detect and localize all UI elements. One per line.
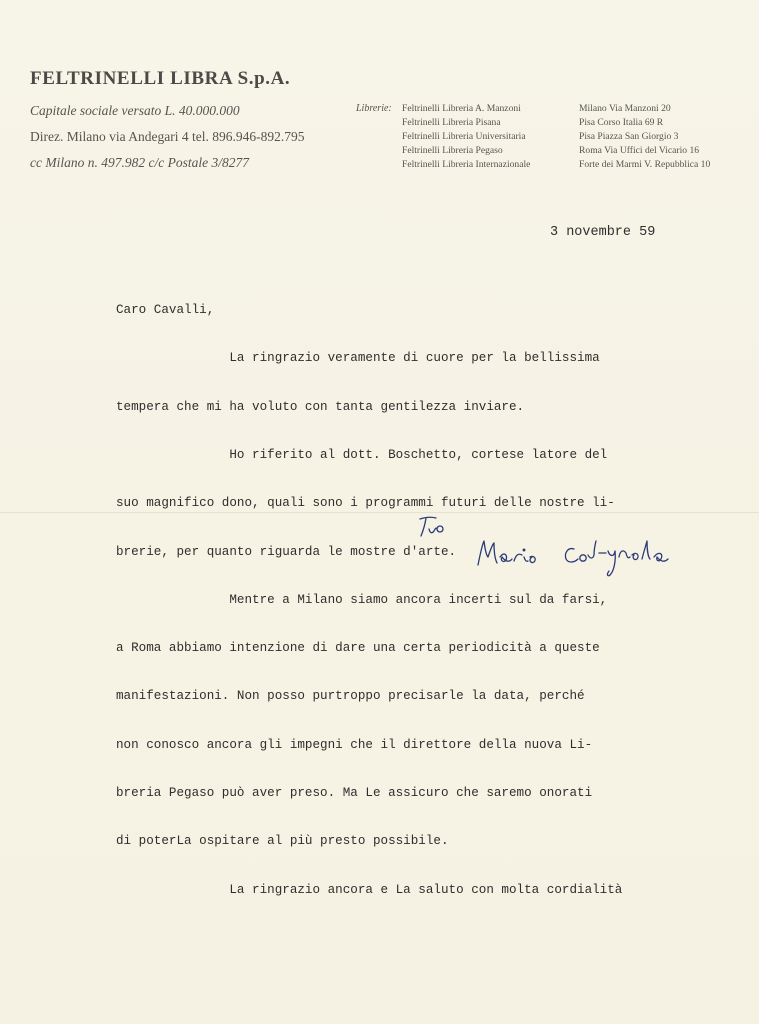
- body-line: La ringrazio veramente di cuore per la bellissima: [116, 351, 600, 366]
- libreria-name: Feltrinelli Libreria Internazionale: [402, 159, 531, 170]
- body-line: tempera che mi ha voluto con tanta gentilezza inviare.: [116, 399, 525, 414]
- address-line: Direz. Milano via Andegari 4 tel. 896.946-892.795: [30, 129, 305, 144]
- libreria-address: Milano Via Manzoni 20: [579, 103, 671, 114]
- libreria-address: Forte dei Marmi V. Repubblica 10: [579, 159, 711, 170]
- libreria-address: Roma Via Uffici del Vicario 16: [579, 145, 700, 156]
- body-line: La ringrazio ancora e La saluto con molta cordialità: [116, 882, 623, 897]
- libreria-address: Pisa Piazza San Giorgio 3: [579, 131, 679, 142]
- body-line: brerie, per quanto riguarda le mostre d'arte.: [116, 544, 457, 559]
- body-line: non conosco ancora gli impegni che il direttore della nuova Li-: [116, 737, 593, 752]
- body-line: a Roma abbiamo intenzione di dare una certa periodicità a queste: [116, 641, 600, 656]
- body-line: di poterLa ospitare al più presto possibile.: [116, 834, 449, 849]
- handwritten-signature: [410, 505, 690, 585]
- account-line: cc Milano n. 497.982 c/c Postale 3/8277: [30, 155, 249, 170]
- signature-drawing: [410, 505, 690, 585]
- libreria-name: Feltrinelli Libreria Pegaso: [402, 145, 503, 156]
- body-line: manifestazioni. Non posso purtroppo precisarle la data, perché: [116, 689, 585, 704]
- body-line: suo magnifico dono, quali sono i programmi futuri delle nostre li-: [116, 496, 615, 511]
- libreria-name: Feltrinelli Libreria Universitaria: [402, 131, 526, 142]
- letter-body: [116, 270, 622, 930]
- letter-date: 3 novembre 59: [550, 225, 656, 240]
- body-line: Mentre a Milano siamo ancora incerti sul da farsi,: [116, 592, 608, 607]
- libreria-name: Feltrinelli Libreria Pisana: [402, 117, 501, 128]
- body-line: breria Pegaso può aver preso. Ma Le assicuro che saremo onorati: [116, 786, 593, 800]
- company-name: FELTRINELLI LIBRA S.p.A.: [30, 68, 291, 89]
- salutation: Caro Cavalli,: [116, 303, 215, 318]
- libreria-name: Feltrinelli Libreria A. Manzoni: [402, 103, 521, 114]
- capital-line: Capitale sociale versato L. 40.000.000: [30, 103, 240, 118]
- libreria-address: Pisa Corso Italia 69 R: [579, 117, 664, 128]
- librerie-label: Librerie:: [356, 103, 392, 114]
- body-line: Ho riferito al dott. Boschetto, cortese latore del: [116, 448, 608, 463]
